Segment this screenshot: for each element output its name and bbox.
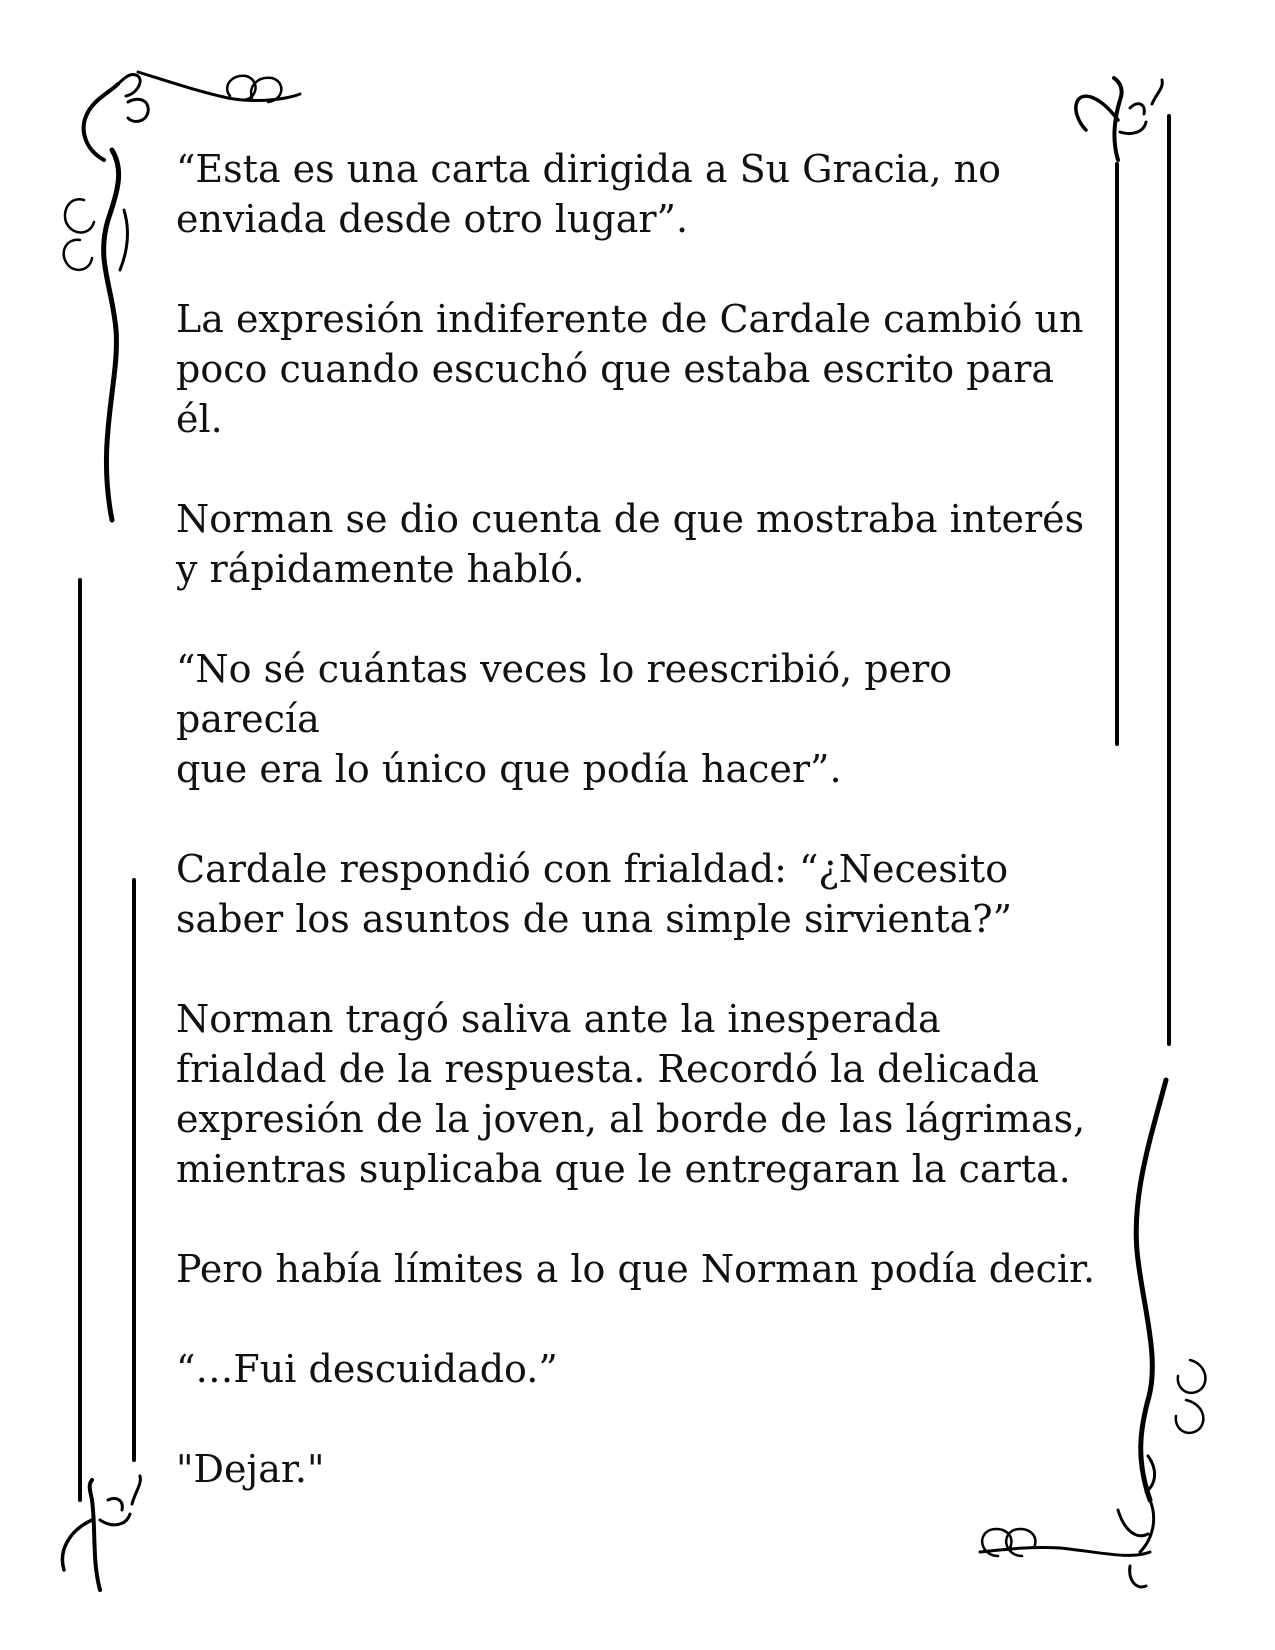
paragraph: Pero había límites a lo que Norman podía decir. (176, 1247, 1096, 1291)
paragraph: "Dejar." (176, 1447, 325, 1491)
paragraph: La expresión indiferente de Cardale cambió un poco cuando escuchó que estaba escrito para él. (176, 297, 1084, 441)
document-body (176, 144, 1106, 1544)
paragraph: “…Fui descuidado.” (176, 1347, 558, 1391)
paragraph: Norman tragó saliva ante la inesperada frialdad de la respuesta. Recordó la delicada expresión de la joven, al borde de las lágrimas, mientras suplicaba que le entregaran la carta. (176, 997, 1086, 1191)
paragraph: “No sé cuántas veces lo reescribió, pero parecía que era lo único que podía hacer”. (176, 647, 953, 791)
paragraph: Cardale respondió con frialdad: “¿Necesito saber los asuntos de una simple sirvienta?” (176, 847, 1013, 941)
paragraph: “Esta es una carta dirigida a Su Gracia, no enviada desde otro lugar”. (176, 147, 1001, 241)
paragraph: Norman se dio cuenta de que mostraba interés y rápidamente habló. (176, 497, 1085, 591)
